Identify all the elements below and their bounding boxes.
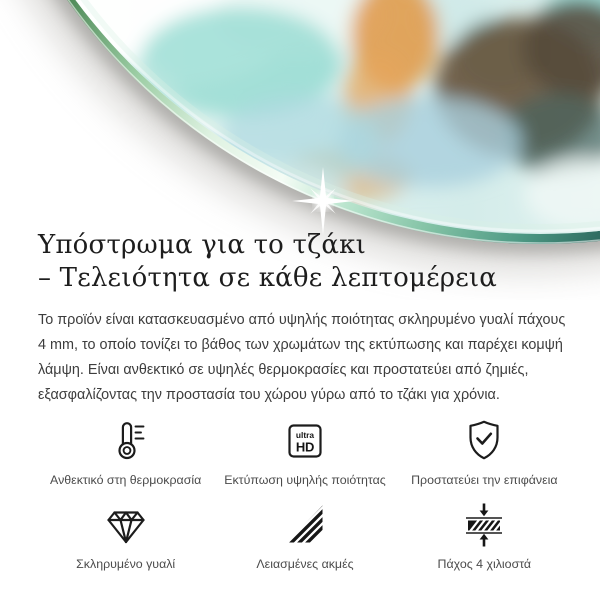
feature-label: Πάχος 4 χιλιοστά	[437, 556, 532, 571]
shield-check-icon	[460, 417, 508, 465]
feature-thickness	[397, 501, 572, 572]
diamond-icon	[102, 501, 150, 549]
feature-polished-edges	[217, 501, 392, 572]
feature-label: Σκληρυμένο γυαλί	[76, 556, 176, 571]
feature-surface-protection	[397, 417, 572, 488]
thermometer-icon	[102, 417, 150, 465]
feature-label: Λειασμένες ακμές	[256, 556, 354, 571]
feature-temperature	[38, 417, 213, 488]
polished-edges-icon	[281, 501, 329, 549]
page-title-line1: Υπόστρωμα για το τζάκι	[38, 230, 366, 260]
ultra-hd-icon	[281, 417, 329, 465]
feature-grid	[38, 417, 572, 572]
feature-label: Εκτύπωση υψηλής ποιότητας	[224, 472, 386, 487]
page-title-line2: – Τελειότητα σε κάθε λεπτομέρεια	[38, 262, 498, 293]
svg-text:HD: HD	[295, 439, 315, 454]
content-section	[38, 229, 572, 572]
product-description: Το προϊόν είναι κατασκευασμένο από υψηλής ποιότητας σκληρυμένο γυαλί πάχους 4 mm, το οποίο τονίζει το βάθος των χρωμάτων της εκτύπωσης και παρέχει κομψή λάμψη. Είναι ανθεκτικό σε υψηλές θερμοκρασίες και προστατεύει από ζημιές, εξασφαλίζοντας την προστασία του χώρου γύρω από το τζάκι για χρόνια.	[38, 311, 566, 403]
svg-text:ultra: ultra	[295, 429, 315, 440]
feature-print-quality	[217, 417, 392, 488]
page-title	[38, 229, 572, 295]
feature-label: Ανθεκτικό στη θερμοκρασία	[50, 472, 202, 487]
feature-label: Προστατεύει την επιφάνεια	[411, 472, 558, 487]
feature-tempered-glass	[38, 501, 213, 572]
thickness-icon	[460, 501, 508, 549]
